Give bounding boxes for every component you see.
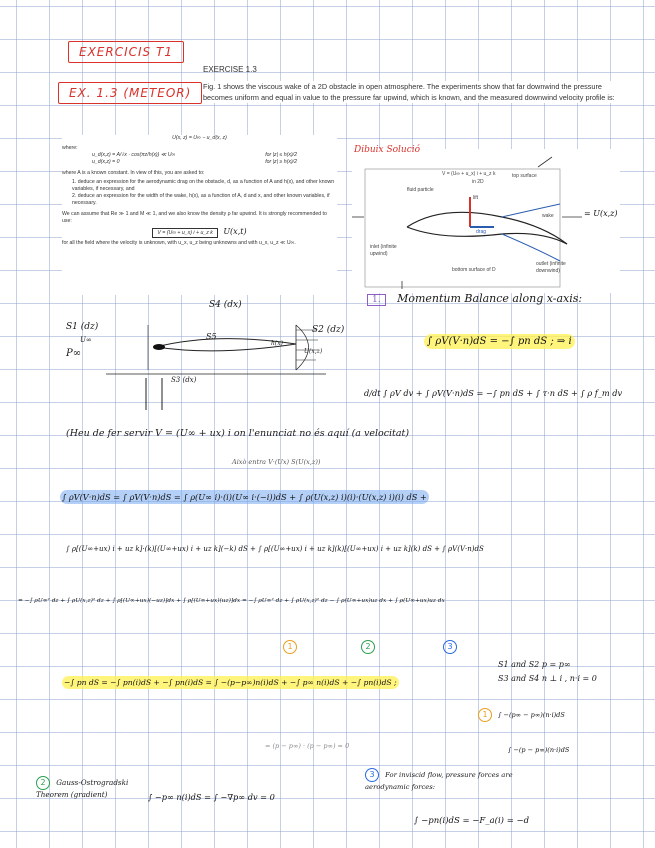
vel-eq-label: V = (U∞ + u_x) i + u_z k	[442, 171, 496, 177]
obstacle-body	[153, 344, 165, 350]
in2d-label: in 2D	[472, 179, 484, 185]
wake-sketch	[66, 300, 346, 415]
n-top-arrow	[538, 157, 552, 167]
inlet-label: inlet (infinite upwind)	[370, 244, 397, 257]
exercise-title: EXERCISE 1.3	[203, 65, 257, 74]
derivation-line-1	[60, 492, 429, 502]
boundary-conditions	[498, 658, 597, 686]
fluid-particle-label: fluid particle	[407, 187, 434, 193]
task-item-1: 1. deduce an expression for the aerodynamic drag on the obstacle, d, as a function of A and h(x), and other known variables, if necessary, and	[72, 179, 335, 192]
s5-label: S5	[206, 332, 217, 341]
ud-eq-1-expr: u_d(x,z) = A/√x · cos(πz/h(x)) ≪ U∞	[92, 152, 176, 158]
final-eq: ∫ −pn(i)dS = −F_a(i) = −d	[414, 816, 530, 826]
bc-2: S3 and S4 n ⊥ i , n·i = 0	[498, 674, 597, 683]
inviscid-text: For inviscid flow, pressure forces are aerodynamic forces:	[365, 771, 513, 791]
bottom-surface-label: bottom surface of D	[452, 267, 496, 273]
under-eq: = (p − p∞) · (p − p∞) = 0	[265, 742, 350, 750]
statement-body: where A is a known constant. In view of this, you are asked to:	[62, 170, 205, 176]
statement-panel	[62, 135, 337, 295]
u-inf-label: U∞	[80, 336, 92, 344]
drag-label: drag	[476, 229, 487, 235]
pressure-eq	[62, 678, 399, 687]
term-1-circle: 1	[283, 640, 297, 654]
solution-figure	[352, 145, 620, 293]
ud-eq-1	[62, 152, 337, 159]
inviscid-num: 3	[365, 768, 379, 782]
exercises-tag: EXERCICIS T1	[68, 41, 184, 63]
derivation-line-2: ∫ ρ[(U∞+ux) i + uz k]·(k)[(U∞+ux) i + uz k](−k) dS + ∫ ρ[(U∞+ux) i + uz k](k)[(U∞+ux) i + uz k](k) dS + ∫ ρV(V·n)dS	[66, 545, 484, 553]
side-eq-2: ∫ −(p − p∞)(n·i)dS	[508, 746, 570, 754]
task-item-2: 2. deduce an expression for the width of the wake, h(x), as a function of A, d and x, and other known variables, if necessary.	[72, 193, 330, 206]
s1-label: S1 (dz)	[66, 322, 99, 332]
wake-label: wake	[542, 213, 554, 219]
assumption-text: We can assume that Re ≫ 1 and M ≪ 1, and we also know the density ρ far upwind. It is strongly recommended to use:	[62, 211, 327, 224]
s2-label: S2 (dz)	[312, 325, 345, 335]
s4-label: S4 (dx)	[209, 300, 242, 310]
ud-eq-1-cond: for |z| ≤ h(x)/2	[265, 152, 297, 158]
momentum-num: 1.	[367, 294, 386, 306]
momentum-eq	[424, 336, 575, 347]
above-line-note: Això entra V·(Ux) S(U(x,z))	[232, 458, 321, 466]
where-label: where:	[62, 145, 78, 151]
derivation-line-3: = −∫ ρU∞² dz + ∫ ρU(x,z)² dz + ∫ ρ[(U∞+ux)(−uz)]dx + ∫ ρ[(U∞+ux)(uz)]dx = −∫ ρU∞² dz + ∫ ρU(x,z)² dz − ∫ ρ(U∞+ux)uz dx + ∫ ρ(U∞+ux)uz dx	[18, 598, 445, 604]
gauss-block	[36, 776, 136, 800]
h-label: h(x)	[271, 340, 283, 347]
general-eq: d/dt ∫ ρV dv + ∫ ρV(V·n)dS = −∫ pn dS + ∫ τ·n dS + ∫ ρ f_m dv	[364, 388, 623, 398]
ud-eq-2-cond: for |z| ≥ h(x)/2	[265, 159, 297, 165]
pressure-eq-text: −∫ pn dS = −∫ pn(i)dS + −∫ pn(i)dS = ∫ −(p−p∞)n(i)dS + −∫ p∞ n(i)dS + −∫ pn(i)dS ;	[64, 678, 397, 687]
exercise-tag: EX. 1.3 (METEOR)	[58, 82, 202, 104]
bc-1: S1 and S2 p = p∞	[498, 660, 571, 669]
momentum-eq-text: ∫ ρV(V·n)dS = −∫ pn dS ; ⇒ i	[424, 334, 575, 349]
gauss-title: Gauss-Ostrogradski Theorem (gradient)	[36, 778, 129, 799]
uxz-sketch-label: U(x,z)	[304, 348, 323, 355]
term-2-circle: 2	[361, 640, 375, 654]
side-eq-1	[478, 708, 565, 722]
ud-eq-2	[62, 159, 337, 166]
p-inf-label: P∞	[66, 348, 82, 359]
uxz-label: = U(x,z)	[584, 209, 618, 218]
formula-u: U(x, z) = U∞ − u_d(x, z)	[172, 135, 227, 141]
field-text: for all the field where the velocity is unknown, with u_x, u_z being unknowns and with u_x, u_z ≪ U∞.	[62, 240, 296, 246]
inviscid-block	[365, 768, 545, 792]
momentum-title: Momentum Balance along x-axis:	[397, 292, 583, 305]
top-surface-label: top surface	[512, 173, 537, 179]
boxed-velocity-note: U(x,t)	[223, 227, 247, 236]
wake-sketch-svg	[66, 300, 346, 415]
side-eq-1-text: ∫ −(p∞ − p∞)(n·i)dS	[498, 711, 565, 719]
momentum-heading	[367, 292, 582, 305]
outlet-label: outlet (infinite downwind)	[536, 261, 566, 274]
s3-label: S3 (dx)	[171, 376, 197, 384]
side-eq-1-marker: 1	[478, 708, 492, 722]
boxed-velocity	[62, 228, 337, 237]
solution-figure-title: Dibuix Solució	[354, 145, 421, 155]
exercise-intro: Fig. 1 shows the viscous wake of a 2D obstacle in open atmosphere. The experiments show that far downwind the pressure becomes uniform and equal in value to the pressure far upwind, which is known, and the measured downwind velocity profile is:	[203, 81, 628, 103]
ud-eq-2-expr: u_d(x,z) = 0	[92, 159, 120, 165]
gauss-eq: ∫ −p∞ n(i)dS = ∫ −∇p∞ dv = 0	[148, 792, 275, 802]
lift-label: lift	[473, 195, 478, 201]
derivation-line-1-text: ∫ ρV(V·n)dS = ∫ ρV(V·n)dS = ∫ ρ(U∞ i)·(i)(U∞ i·(−i))dS + ∫ ρ(U(x,z) i)(i)·(U(x,z) i)(i) dS +	[62, 492, 427, 502]
boxed-velocity-eq: V = (U∞ + u_x) i + u_z k	[152, 228, 217, 238]
gauss-num: 2	[36, 776, 50, 790]
hint-line: (Heu de fer servir V = (U∞ + ux) i on l'enunciat no és aquí (a velocitat)	[66, 428, 410, 439]
term-3-circle: 3	[443, 640, 457, 654]
